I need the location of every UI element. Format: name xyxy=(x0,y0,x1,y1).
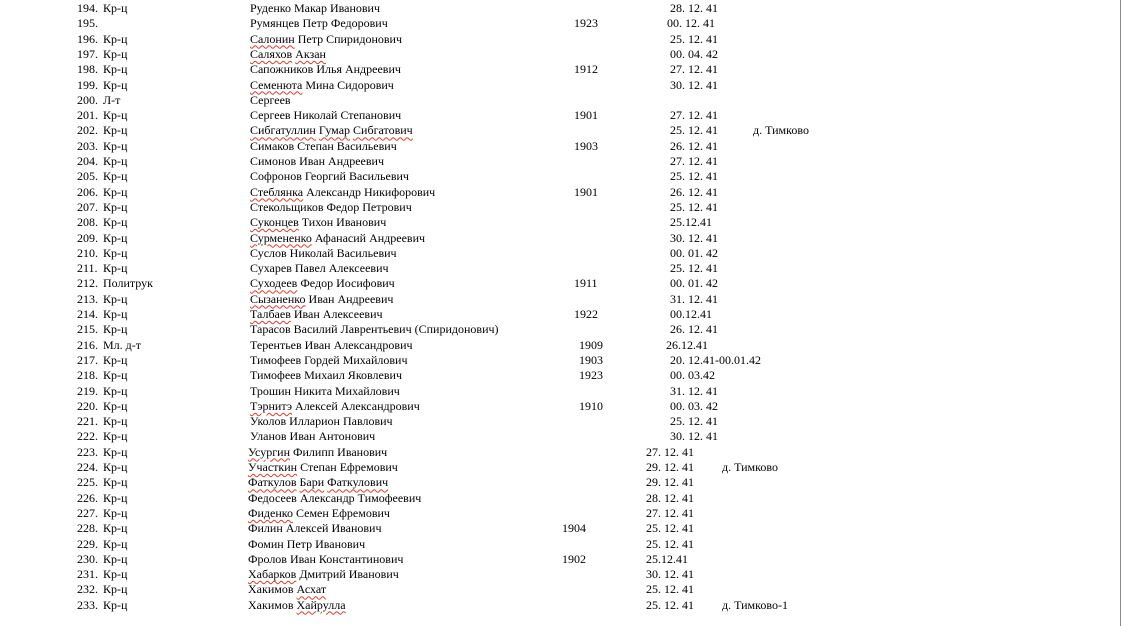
row-date: 28. 12. 41 xyxy=(646,490,694,505)
row-name xyxy=(250,246,397,260)
name-part: Хакимов xyxy=(248,582,297,597)
row-birth-year: 1901 xyxy=(574,184,598,199)
name-part: Сергеев Николай Степанович xyxy=(250,108,402,123)
row-rank: Кр-ц xyxy=(103,414,128,429)
row-rank: Кр-ц xyxy=(103,322,128,337)
name-part: Трошин Никита Михайлович xyxy=(250,383,400,398)
row-number: 214. xyxy=(77,307,98,321)
name-part: Сапожников Илья Андреевич xyxy=(250,62,401,77)
list-row xyxy=(0,78,1118,93)
row-rank: Кр-ц xyxy=(103,368,128,383)
row-date: 28. 12. 41 xyxy=(670,1,718,15)
row-number: 207. xyxy=(77,199,98,214)
row-name xyxy=(250,399,420,413)
row-date: 25.12.41 xyxy=(646,551,688,566)
row-rank: Кр-ц xyxy=(103,582,128,597)
name-part: Стекольщиков Федор Петрович xyxy=(250,199,412,214)
row-number: 209. xyxy=(77,230,98,245)
list-row xyxy=(0,292,1118,307)
name-part: Мина Сидорович xyxy=(302,77,394,92)
row-number: 231. xyxy=(77,567,98,582)
row-name xyxy=(248,537,365,551)
row-date: 20. 12.41-00.01.42 xyxy=(670,352,761,367)
row-place: д. Тимково xyxy=(753,123,809,138)
list-row xyxy=(0,521,1118,536)
list-row xyxy=(0,506,1118,521)
list-row xyxy=(0,475,1118,490)
list-row xyxy=(0,185,1118,200)
row-name xyxy=(250,169,409,183)
row-date: 25. 12. 41 xyxy=(646,521,694,536)
row-date: 00. 12. 41 xyxy=(667,16,715,31)
row-name xyxy=(250,185,435,199)
row-date: 00.12.41 xyxy=(670,307,712,321)
name-part-spellcheck-flagged: Сибгатуллин xyxy=(250,123,316,138)
row-place: д. Тимково-1 xyxy=(722,597,788,612)
row-number: 202. xyxy=(77,123,98,138)
name-part: Иван Андреевич xyxy=(305,291,394,306)
row-rank: Кр-ц xyxy=(103,230,128,245)
name-part: Терентьев Иван Александрович xyxy=(250,337,413,352)
row-rank: Кр-ц xyxy=(103,245,128,260)
row-name xyxy=(248,460,398,474)
row-birth-year: 1912 xyxy=(574,62,598,77)
name-part: Фомин Петр Иванович xyxy=(248,536,366,551)
name-part: Фролов Иван Константинович xyxy=(248,551,404,566)
name-part-spellcheck-flagged: Суконцев xyxy=(250,215,299,230)
row-date: 25. 12. 41 xyxy=(670,169,718,184)
row-date: 00. 04. 42 xyxy=(670,46,718,61)
name-part: Хакимов xyxy=(248,597,297,612)
row-name xyxy=(250,47,326,61)
name-part: Петр Спиридонович xyxy=(294,31,403,46)
row-date: 00. 01. 42 xyxy=(670,276,718,291)
row-date: 26. 12. 41 xyxy=(670,138,718,153)
row-date: 30. 12. 41 xyxy=(670,230,718,245)
row-name xyxy=(250,123,413,137)
row-date: 27. 12. 41 xyxy=(670,108,718,123)
list-row xyxy=(0,215,1118,230)
name-part-spellcheck-flagged: Акзан xyxy=(295,46,326,61)
row-date: 26. 12. 41 xyxy=(670,322,718,337)
row-rank: Кр-ц xyxy=(103,108,128,123)
row-name xyxy=(248,582,326,596)
row-number: 197. xyxy=(77,46,98,61)
row-rank: Кр-ц xyxy=(103,215,128,230)
row-date: 31. 12. 41 xyxy=(670,291,718,306)
row-date: 25. 12. 41 xyxy=(670,123,718,138)
list-row xyxy=(0,322,1118,337)
list-row xyxy=(0,32,1118,47)
name-part: Александр Никифорович xyxy=(303,184,436,199)
row-date: 29. 12. 41 xyxy=(646,460,694,474)
row-rank: Кр-ц xyxy=(103,490,128,505)
name-part: Федосеев Александр Тимофеевич xyxy=(248,490,422,505)
row-rank: Кр-ц xyxy=(103,505,128,520)
row-rank: Кр-ц xyxy=(103,429,128,444)
row-number: 215. xyxy=(77,322,98,337)
row-date: 27. 12. 41 xyxy=(670,154,718,168)
row-date: 27. 12. 41 xyxy=(646,505,694,520)
name-part: Степан Ефремович xyxy=(297,460,398,474)
row-name xyxy=(250,78,394,92)
row-date: 25. 12. 41 xyxy=(670,31,718,46)
name-part: Руденко Макар Иванович xyxy=(250,1,381,15)
row-number: 219. xyxy=(77,383,98,398)
row-rank: Кр-ц xyxy=(103,199,128,214)
list-row xyxy=(0,62,1118,77)
row-number: 208. xyxy=(77,215,98,230)
list-row xyxy=(0,368,1118,383)
row-name xyxy=(250,93,291,107)
row-birth-year: 1903 xyxy=(579,352,603,367)
row-name xyxy=(250,108,401,122)
row-birth-year: 1903 xyxy=(574,138,598,153)
row-rank: Кр-ц xyxy=(103,352,128,367)
row-rank: Кр-ц xyxy=(103,154,128,168)
name-part-spellcheck-flagged: Стеблянка xyxy=(250,184,304,199)
row-name xyxy=(250,139,397,153)
row-name xyxy=(250,261,389,275)
row-birth-year: 1923 xyxy=(574,16,598,31)
row-birth-year: 1909 xyxy=(579,337,603,352)
list-row xyxy=(0,307,1118,322)
row-name xyxy=(250,16,388,30)
name-part-spellcheck-flagged: Семенюта xyxy=(250,77,303,92)
name-part: Тимофеев Михаил Яковлевич xyxy=(250,368,402,383)
row-date: 30. 12. 41 xyxy=(670,77,718,92)
row-rank: Кр-ц xyxy=(103,597,128,612)
list-row xyxy=(0,598,1118,613)
name-part-spellcheck-flagged: Саляхов xyxy=(250,46,293,61)
row-number: 203. xyxy=(77,138,98,153)
row-number: 198. xyxy=(77,62,98,77)
row-name xyxy=(250,62,401,76)
row-name xyxy=(250,276,395,290)
row-name xyxy=(248,521,382,535)
row-rank: Кр-ц xyxy=(103,77,128,92)
name-part: Сергеев xyxy=(250,92,291,107)
row-birth-year: 1923 xyxy=(579,368,603,383)
row-name xyxy=(250,353,408,367)
row-number: 232. xyxy=(77,582,98,597)
row-birth-year: 1904 xyxy=(562,521,586,536)
list-row xyxy=(0,338,1118,353)
row-name xyxy=(250,322,499,336)
row-date: 27. 12. 41 xyxy=(670,62,718,77)
row-name xyxy=(248,598,346,612)
row-date: 25. 12. 41 xyxy=(646,597,694,612)
row-rank: Мл. д-т xyxy=(103,337,142,352)
row-rank: Кр-ц xyxy=(103,123,128,138)
name-part: Филипп Иванович xyxy=(290,444,388,459)
row-number: 225. xyxy=(77,475,98,490)
row-number: 229. xyxy=(77,536,98,551)
list-row xyxy=(0,384,1118,399)
row-number: 220. xyxy=(77,398,98,413)
page-edge-divider xyxy=(1120,0,1121,626)
name-part: Тарасов Василий Лаврентьевич (Спиридонович) xyxy=(250,322,499,337)
list-row xyxy=(0,445,1118,460)
list-row xyxy=(0,108,1118,123)
name-part: Дмитрий Иванович xyxy=(296,567,399,582)
name-part-spellcheck-flagged: Участкин xyxy=(248,460,298,474)
list-row xyxy=(0,261,1118,276)
name-part: Уколов Илларион Павлович xyxy=(250,414,393,429)
list-row xyxy=(0,1,1118,16)
list-row xyxy=(0,582,1118,597)
name-part: Тимофеев Гордей Михайлович xyxy=(250,352,408,367)
name-part: Иван Алексеевич xyxy=(290,307,383,321)
row-rank: Кр-ц xyxy=(103,138,128,153)
row-name xyxy=(250,215,386,229)
name-part-spellcheck-flagged: Сурмененко xyxy=(250,230,312,245)
name-part-spellcheck-flagged: Асхат xyxy=(296,582,327,597)
row-birth-year: 1901 xyxy=(574,108,598,123)
row-name xyxy=(250,429,375,443)
row-number: 211. xyxy=(77,261,98,276)
name-part-spellcheck-flagged: Гумар xyxy=(318,123,351,138)
row-number: 206. xyxy=(77,184,98,199)
row-name xyxy=(250,368,402,382)
row-birth-year: 1910 xyxy=(579,398,603,413)
name-part: Румянцев Петр Федорович xyxy=(250,16,388,31)
name-part: Сухарев Павел Алексеевич xyxy=(250,261,389,276)
row-rank: Кр-ц xyxy=(103,521,128,536)
row-number: 227. xyxy=(77,505,98,520)
row-rank: Кр-ц xyxy=(103,475,128,490)
row-number: 196. xyxy=(77,31,98,46)
name-part-spellcheck-flagged: Сибгатович xyxy=(353,123,413,138)
name-part: Федор Иосифович xyxy=(297,276,395,291)
row-rank: Кр-ц xyxy=(103,46,128,61)
name-part: Тихон Иванович xyxy=(298,215,387,230)
name-part-spellcheck-flagged: Сызаненко xyxy=(250,291,306,306)
row-rank: Кр-ц xyxy=(103,184,128,199)
row-date: 25. 12. 41 xyxy=(670,414,718,429)
row-name xyxy=(248,552,403,566)
row-number: 221. xyxy=(77,414,98,429)
row-rank: Кр-ц xyxy=(103,1,128,15)
row-rank: Кр-ц xyxy=(103,460,128,474)
row-rank: Кр-ц xyxy=(103,398,128,413)
row-number: 222. xyxy=(77,429,98,444)
row-number: 212. xyxy=(77,276,98,291)
list-row xyxy=(0,460,1118,475)
list-row xyxy=(0,123,1118,138)
row-date: 30. 12. 41 xyxy=(670,429,718,444)
row-name xyxy=(248,491,421,505)
name-part-spellcheck-flagged: Суходеев xyxy=(250,276,298,291)
row-name xyxy=(250,32,402,46)
row-number: 217. xyxy=(77,352,98,367)
name-part-spellcheck-flagged: Салонин xyxy=(250,31,295,46)
name-part: Алексей Александрович xyxy=(292,398,420,413)
name-part: Семен Ефремович xyxy=(292,505,390,520)
name-part: Софронов Георгий Васильевич xyxy=(250,169,409,184)
row-number: 230. xyxy=(77,551,98,566)
row-rank: Кр-ц xyxy=(103,551,128,566)
list-row xyxy=(0,154,1118,169)
name-part-spellcheck-flagged: Тэрнитэ xyxy=(250,398,293,413)
list-row xyxy=(0,353,1118,368)
row-number: 224. xyxy=(77,460,98,474)
row-name xyxy=(250,231,425,245)
row-name xyxy=(250,292,393,306)
row-date: 25. 12. 41 xyxy=(670,199,718,214)
row-number: 199. xyxy=(77,77,98,92)
row-rank: Кр-ц xyxy=(103,261,128,276)
name-part-spellcheck-flagged: Фиденко xyxy=(248,505,293,520)
row-number: 195. xyxy=(77,16,98,31)
row-birth-year: 1911 xyxy=(574,276,598,291)
row-date: 25. 12. 41 xyxy=(646,536,694,551)
row-number: 216. xyxy=(77,337,98,352)
row-rank: Кр-ц xyxy=(103,62,128,77)
row-date: 31. 12. 41 xyxy=(670,383,718,398)
list-row xyxy=(0,169,1118,184)
row-date: 25.12.41 xyxy=(670,215,712,230)
row-number: 233. xyxy=(77,597,98,612)
list-row xyxy=(0,567,1118,582)
name-part: Афанасий Андреевич xyxy=(311,230,426,245)
list-row xyxy=(0,93,1118,108)
row-rank: Кр-ц xyxy=(103,383,128,398)
list-row xyxy=(0,537,1118,552)
list-row xyxy=(0,231,1118,246)
row-date: 00. 03.42 xyxy=(670,368,715,383)
row-rank: Кр-ц xyxy=(103,444,128,459)
list-row xyxy=(0,200,1118,215)
row-place: д. Тимково xyxy=(722,460,778,474)
row-date: 00. 03. 42 xyxy=(670,398,718,413)
list-row xyxy=(0,429,1118,444)
row-rank: Кр-ц xyxy=(103,291,128,306)
row-name xyxy=(250,200,412,214)
row-number: 204. xyxy=(77,154,98,168)
list-row xyxy=(0,47,1118,62)
row-number: 201. xyxy=(77,108,98,123)
row-rank: Кр-ц xyxy=(103,307,128,321)
row-name xyxy=(250,384,400,398)
list-row xyxy=(0,414,1118,429)
row-date: 00. 01. 42 xyxy=(670,245,718,260)
row-rank: Л-т xyxy=(103,92,121,107)
list-row xyxy=(0,552,1118,567)
row-name xyxy=(248,506,390,520)
row-date: 25. 12. 41 xyxy=(646,582,694,597)
list-row xyxy=(0,139,1118,154)
list-row xyxy=(0,246,1118,261)
row-rank: Политрук xyxy=(103,276,153,291)
row-date: 30. 12. 41 xyxy=(646,567,694,582)
name-part-spellcheck-flagged: Бари xyxy=(299,475,325,490)
list-row xyxy=(0,16,1118,31)
name-part: Уланов Иван Антонович xyxy=(250,429,376,444)
row-rank: Кр-ц xyxy=(103,567,128,582)
row-date: 25. 12. 41 xyxy=(670,261,718,276)
row-rank: Кр-ц xyxy=(103,31,128,46)
row-date: 26. 12. 41 xyxy=(670,184,718,199)
name-part-spellcheck-flagged: Хайрулла xyxy=(296,597,346,612)
row-birth-year: 1922 xyxy=(574,307,598,321)
name-part: Симаков Степан Васильевич xyxy=(250,138,397,153)
name-part-spellcheck-flagged: Усургин xyxy=(248,444,290,459)
row-date: 29. 12. 41 xyxy=(646,475,694,490)
row-birth-year: 1902 xyxy=(562,551,586,566)
row-number: 218. xyxy=(77,368,98,383)
row-number: 200. xyxy=(77,92,98,107)
name-part: Симонов Иван Андреевич xyxy=(250,154,384,168)
row-date: 26.12.41 xyxy=(666,337,708,352)
list-row xyxy=(0,276,1118,291)
row-number: 210. xyxy=(77,245,98,260)
row-name xyxy=(250,414,393,428)
row-name xyxy=(250,1,380,15)
name-part: Филин Алексей Иванович xyxy=(248,521,382,536)
name-part-spellcheck-flagged: Фаткулович xyxy=(327,475,389,490)
name-part-spellcheck-flagged: Хабарков xyxy=(248,567,297,582)
row-name xyxy=(248,445,387,459)
row-number: 228. xyxy=(77,521,98,536)
row-name xyxy=(250,154,384,168)
row-number: 223. xyxy=(77,444,98,459)
row-name xyxy=(250,307,383,321)
row-number: 205. xyxy=(77,169,98,184)
row-date: 27. 12. 41 xyxy=(646,444,694,459)
name-part-spellcheck-flagged: Фаткулов xyxy=(248,475,297,490)
row-name xyxy=(250,338,413,352)
row-number: 194. xyxy=(77,1,98,15)
row-rank: Кр-ц xyxy=(103,169,128,184)
list-row xyxy=(0,399,1118,414)
row-number: 213. xyxy=(77,291,98,306)
name-part-spellcheck-flagged: Талбаев xyxy=(250,307,291,321)
list-row xyxy=(0,491,1118,506)
row-name xyxy=(248,475,388,489)
row-name xyxy=(248,567,399,581)
name-part: Суслов Николай Васильевич xyxy=(250,245,397,260)
row-number: 226. xyxy=(77,490,98,505)
row-rank: Кр-ц xyxy=(103,536,128,551)
